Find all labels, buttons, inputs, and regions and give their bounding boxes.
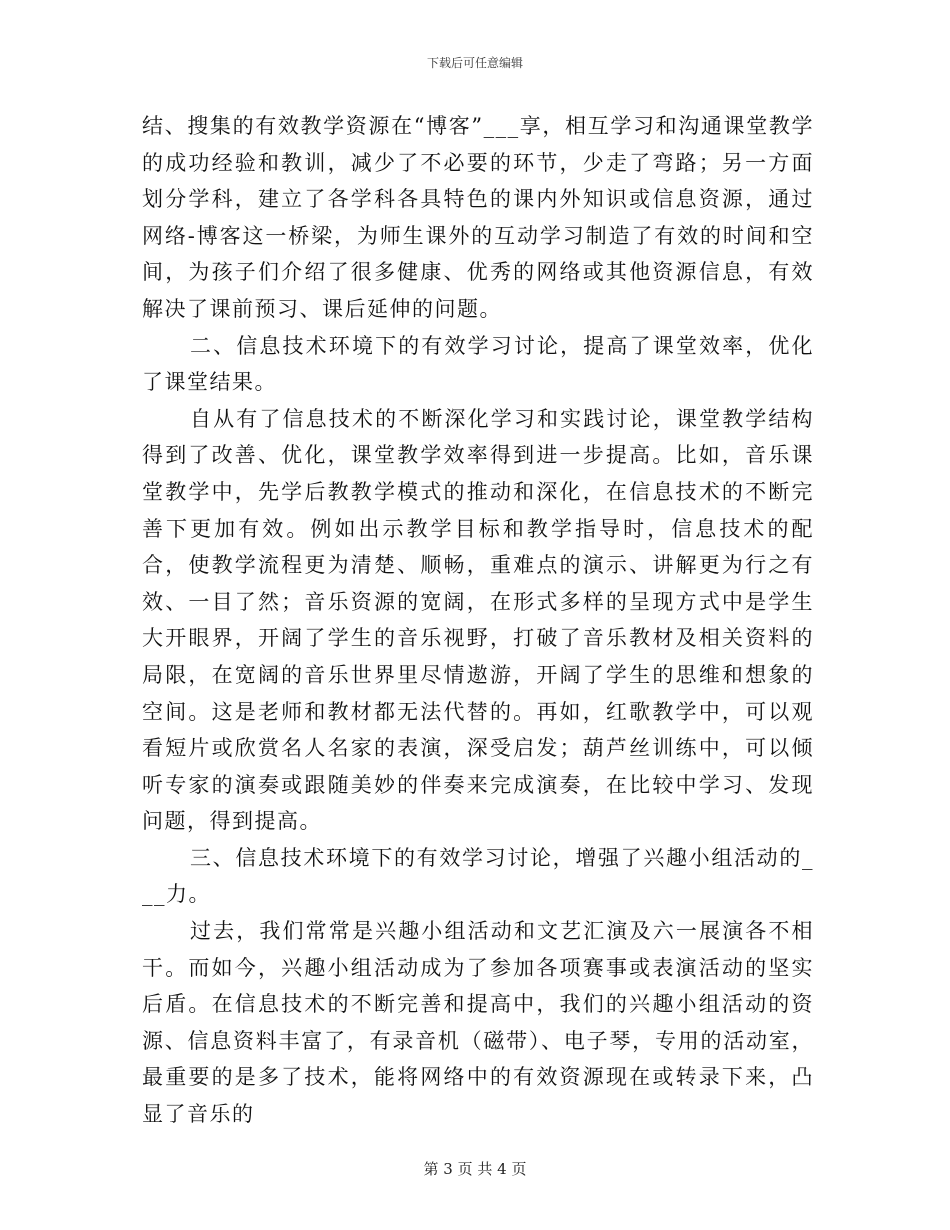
section-heading-3: 三、信息技术环境下的有效学习讨论，增强了兴趣小组活动的___力。 xyxy=(142,845,814,907)
paragraph-interest-groups: 过去，我们常常是兴趣小组活动和文艺汇演及六一展演各不相干。而如今，兴趣小组活动成为了参加各项赛事或表演活动的坚实后盾。在信息技术的不断完善和提高中，我们的兴趣小组活动的资源、信息资料丰富了，有录音机（磁带）、电子琴，专用的活动室，最重要的是多了技术，能将网络中的有效资源现在或转录下来，凸显了音乐的 xyxy=(142,919,814,1127)
paragraph-continuation: 结、搜集的有效教学资源在“博客”___享，相互学习和沟通课堂教学的成功经验和教训，减少了不必要的环节，少走了弯路；另一方面划分学科，建立了各学科各具特色的课内外知识或信息资源，通过网络-博客这一桥梁，为师生课外的互动学习制造了有效的时间和空间，为孩子们介绍了很多健康、优秀的网络或其他资源信息，有效解决了课前预习、课后延伸的问题。 xyxy=(142,114,814,321)
header-note: 下载后可任意编辑 xyxy=(426,56,523,70)
section-heading-2: 二、信息技术环境下的有效学习讨论，提高了课堂效率，优化了课堂结果。 xyxy=(142,333,814,395)
document-body xyxy=(142,108,814,1133)
page-number: 第 3 页 共 4 页 xyxy=(423,1160,527,1178)
paragraph-classroom-efficiency: 自从有了信息技术的不断深化学习和实践讨论，课堂教学结构得到了改善、优化，课堂教学效率得到进一步提高。比如，音乐课堂教学中，先学后教教学模式的推动和深化，在信息技术的不断完善下更加有效。例如出示教学目标和教学指导时，信息技术的配合，使教学流程更为清楚、顺畅，重难点的演示、讲解更为行之有效、一目了然；音乐资源的宽阔，在形式多样的呈现方式中是学生大开眼界，开阔了学生的音乐视野，打破了音乐教材及相关资料的局限，在宽阔的音乐世界里尽情遨游，开阔了学生的思维和想象的空间。这是老师和教材都无法代替的。再如，红歌教学中，可以观看短片或欣赏名人名家的表演，深受启发；葫芦丝训练中，可以倾听专家的演奏或跟随美妙的伴奏来完成演奏，在比较中学习、发现问题，得到提高。 xyxy=(142,406,814,834)
